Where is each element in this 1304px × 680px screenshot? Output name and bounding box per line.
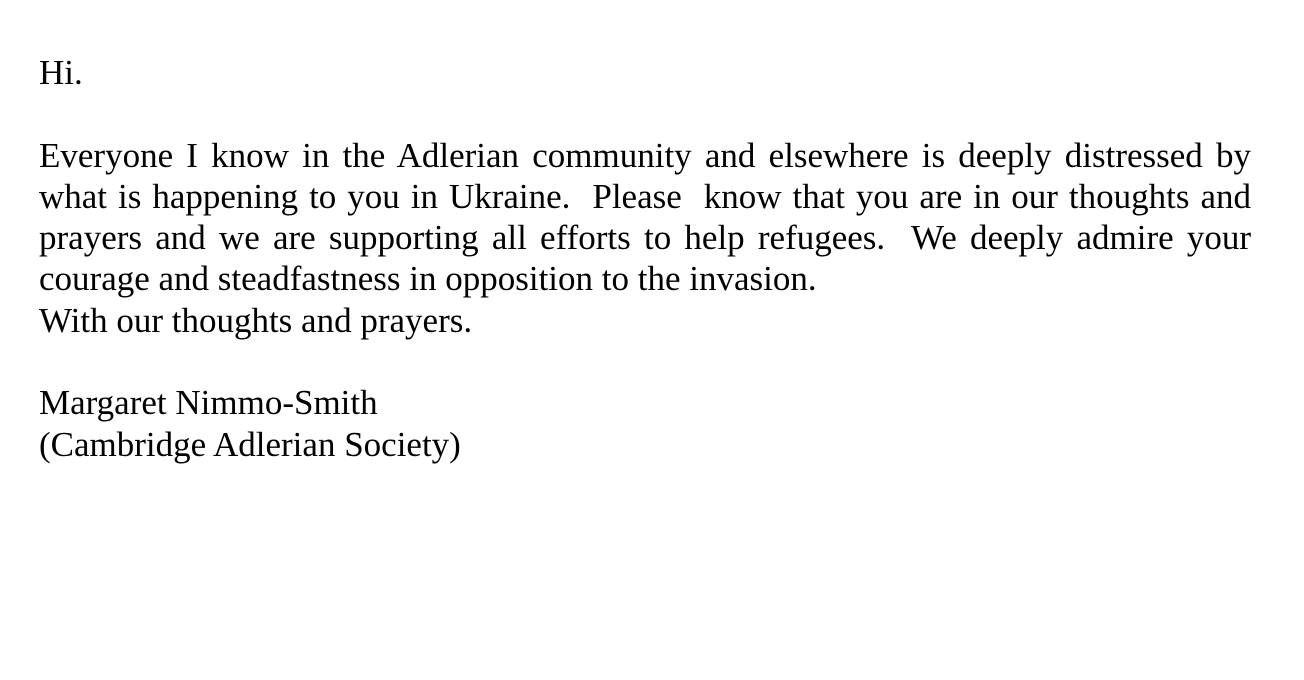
letter: [39, 52, 1260, 465]
blank-line: [39, 341, 1251, 382]
signature-name: Margaret Nimmo-Smith: [39, 383, 378, 423]
signature-affiliation: (Cambridge Adlerian Society): [39, 424, 461, 464]
closing: With our thoughts and prayers.: [39, 300, 473, 340]
letter-body: Everyone I know in the Adlerian community and elsewhere is deeply distressed by what is happening to you in Ukraine. Please know that you are in our thoughts and prayers and we are supporting all efforts to help refugees. We deeply admire your courage and steadfastness in opposition to the invasion.: [39, 135, 1260, 299]
blank-line: [39, 93, 1251, 134]
greeting: Hi.: [39, 53, 83, 92]
